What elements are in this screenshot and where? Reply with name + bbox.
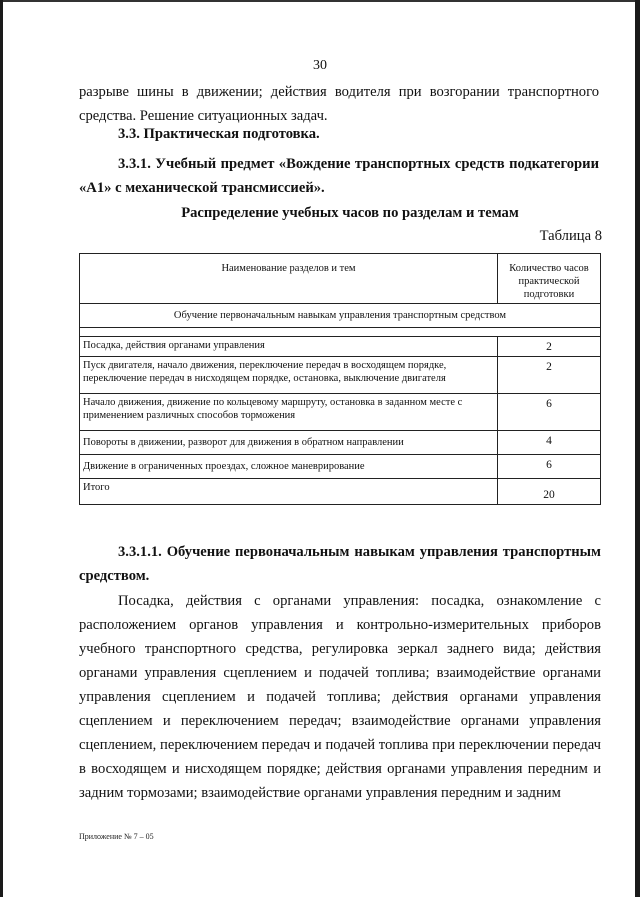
row-name-cell: Пуск двигателя, начало движения, переключение передач в восходящем порядке, переключение передач в нисходящем порядке, остановка, выключение двигателя bbox=[80, 357, 498, 394]
table-total-row bbox=[80, 479, 601, 505]
table-row bbox=[80, 394, 601, 431]
total-hours-cell: 20 bbox=[498, 479, 601, 505]
row-name-cell: Повороты в движении, разворот для движения в обратном направлении bbox=[80, 431, 498, 455]
page-number: 30 bbox=[313, 58, 327, 73]
table-label: Таблица 8 bbox=[539, 228, 602, 244]
row-hours-cell: 2 bbox=[498, 337, 601, 357]
table-section-row bbox=[80, 304, 601, 328]
row-hours-cell: 2 bbox=[498, 357, 601, 394]
row-hours-cell: 6 bbox=[498, 394, 601, 431]
table-row bbox=[80, 337, 601, 357]
page-footer: Приложение № 7 – 05 bbox=[79, 832, 154, 841]
scan-top-edge bbox=[0, 0, 640, 2]
header-qty-cell: Количество часов практической подготовки bbox=[498, 254, 601, 304]
section-3-3-heading: 3.3. Практическая подготовка. bbox=[118, 126, 320, 142]
section-title-cell: Обучение первоначальным навыкам управления транспортным средством bbox=[80, 304, 601, 328]
row-name-cell: Начало движения, движение по кольцевому маршруту, остановка в заданном месте с применением различных способов торможения bbox=[80, 394, 498, 431]
section-3-3-1-heading: 3.3.1. Учебный предмет «Вождение транспортных средств подкатегории «А1» с механической трансмиссией». bbox=[79, 156, 599, 196]
table-header-row bbox=[80, 254, 601, 304]
table-row bbox=[80, 357, 601, 394]
section-3-3-1-1-heading: 3.3.1.1. Обучение первоначальным навыкам управления транспортным средством. bbox=[79, 544, 601, 584]
intro-paragraph: разрыве шины в движении; действия водителя при возгорании транспортного средства. Решение ситуационных задач. bbox=[79, 84, 599, 124]
table-row bbox=[80, 455, 601, 479]
scan-left-edge bbox=[0, 0, 3, 897]
row-name-cell: Движение в ограниченных проездах, сложное маневрирование bbox=[80, 455, 498, 479]
header-name-cell: Наименование разделов и тем bbox=[80, 254, 498, 304]
row-hours-cell: 6 bbox=[498, 455, 601, 479]
total-label-cell: Итого bbox=[80, 479, 498, 505]
distribution-title: Распределение учебных часов по разделам и темам bbox=[181, 205, 519, 221]
table-row bbox=[80, 431, 601, 455]
row-name-cell: Посадка, действия органами управления bbox=[80, 337, 498, 357]
scan-right-edge bbox=[635, 0, 640, 897]
row-hours-cell: 4 bbox=[498, 431, 601, 455]
table-spacer-row bbox=[80, 328, 601, 337]
hours-table bbox=[79, 253, 601, 505]
body-paragraph: Посадка, действия с органами управления: посадка, ознакомление с расположением органов управления и контрольно-измерительных приборов учебного транспортного средства, регулировка зеркал заднего вида; действия органами управления сцеплением и подачей топлива; взаимодействие органами управления сцеплением и подачей топлива; действия органами управления сцеплением и переключением передач; взаимодействие органами управления сцеплением, переключением передач и подачей топлива при переключении передач в восходящем и нисходящем порядке; действия органами управления передним и задним тормозами; взаимодействие органами управления передним и задним bbox=[79, 593, 601, 801]
